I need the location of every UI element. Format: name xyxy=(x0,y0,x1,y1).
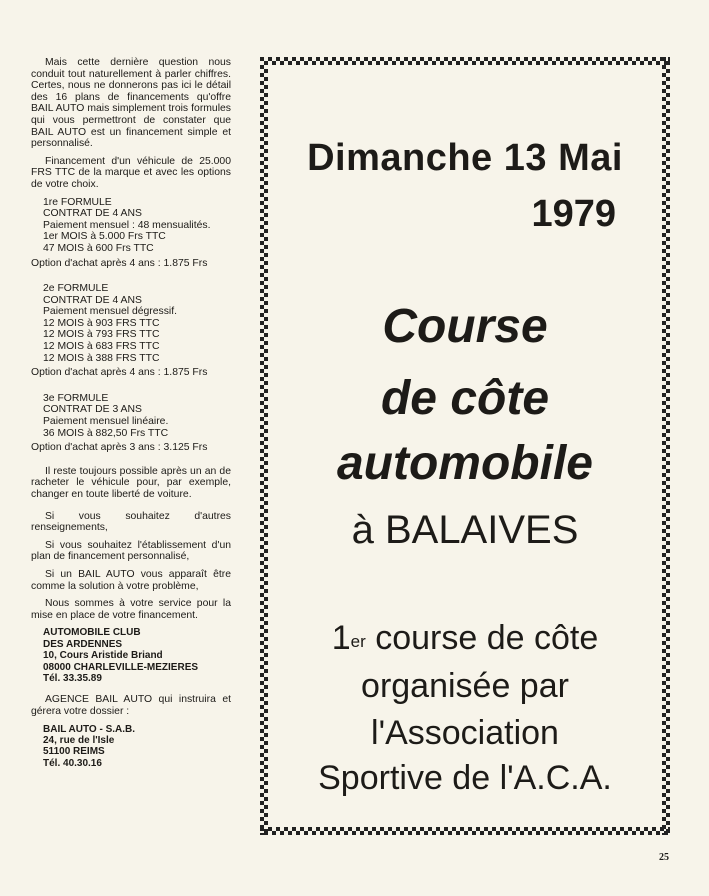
event-title-line-1: Course xyxy=(382,300,548,353)
formula-2-title: 2e FORMULE xyxy=(43,283,109,295)
formula-3 xyxy=(31,393,231,454)
formula-2-contract: CONTRAT DE 4 ANS xyxy=(43,294,142,306)
info-paragraph: Si vous souhaitez d'autres renseignements, xyxy=(31,510,231,534)
service-paragraph: Nous sommes à votre service pour la mise en place de votre financement. xyxy=(31,598,231,621)
formula-1-title: 1re FORMULE xyxy=(43,196,112,208)
left-text-column xyxy=(31,57,231,775)
event-date: Dimanche 13 Mai xyxy=(307,137,623,179)
formula-2-line-3: 12 MOIS à 683 FRS TTC xyxy=(43,341,160,353)
checkered-border-top xyxy=(260,57,670,65)
event-year: 1979 xyxy=(531,193,616,235)
event-location: à BALAIVES xyxy=(351,508,579,552)
remains-paragraph: Il reste toujours possible après un an de racheter le véhicule pour, par exemple, changer en toute liberté de voiture. xyxy=(31,465,231,500)
organizer-line-2: organisée par xyxy=(361,667,569,705)
aca-address-line-3: 10, Cours Aristide Briand xyxy=(43,650,163,662)
formula-1-contract: CONTRAT DE 4 ANS xyxy=(43,208,142,220)
plan-paragraph: Si vous souhaitez l'établissement d'un plan de financement personnalisé, xyxy=(31,539,231,563)
page-number: 25 xyxy=(659,852,669,863)
formula-1-payment: Paiement mensuel : 48 mensualités. xyxy=(43,219,211,231)
formula-2-line-4: 12 MOIS à 388 FRS TTC xyxy=(43,352,160,364)
aca-address-line-1: AUTOMOBILE CLUB xyxy=(43,627,141,639)
formula-2-payment: Paiement mensuel dégressif. xyxy=(43,306,177,318)
organizer-ordinal-suffix: er xyxy=(350,632,366,651)
aca-address-line-2: DES ARDENNES xyxy=(43,638,123,650)
formula-1-line-1: 1er MOIS à 5.000 Frs TTC xyxy=(43,231,166,243)
checkered-border-bottom xyxy=(260,827,670,835)
organizer-line-4: Sportive de l'A.C.A. xyxy=(318,759,612,797)
organizer-ordinal-number: 1 xyxy=(331,619,351,657)
formula-2-line-1: 12 MOIS à 903 FRS TTC xyxy=(43,317,160,329)
event-title-line-3: automobile xyxy=(336,437,593,490)
bail-auto-phone: Tél. 40.30.16 xyxy=(43,757,102,769)
bail-auto-address-line-1: BAIL AUTO - S.A.B. xyxy=(43,723,136,735)
aca-address-line-4: 08000 CHARLEVILLE-MEZIERES xyxy=(43,661,199,673)
formula-3-line-1: 36 MOIS à 882,50 Frs TTC xyxy=(43,427,169,439)
bail-auto-address xyxy=(31,724,231,770)
formula-3-contract: CONTRAT DE 3 ANS xyxy=(43,404,142,416)
formula-1 xyxy=(31,197,231,270)
organizer-line-1 xyxy=(260,617,670,659)
formula-3-payment: Paiement mensuel linéaire. xyxy=(43,416,169,428)
aca-phone: Tél. 33.35.89 xyxy=(43,672,102,684)
agency-paragraph: AGENCE BAIL AUTO qui instruira et gérera votre dossier : xyxy=(31,694,231,717)
formula-1-line-2: 47 MOIS à 600 Frs TTC xyxy=(43,242,154,254)
organizer-line-1-text: course de côte xyxy=(365,619,599,657)
formula-3-option: Option d'achat après 3 ans : 3.125 Frs xyxy=(31,442,208,454)
bail-auto-address-line-2: 24, rue de l'Isle xyxy=(43,734,115,746)
financing-paragraph: Financement d'un véhicule de 25.000 FRS TTC de la marque et avec les options de votre choix. xyxy=(31,155,231,190)
organizer-line-3: l'Association xyxy=(371,714,559,752)
aca-address xyxy=(31,627,231,684)
bail-auto-address-line-3: 51100 REIMS xyxy=(43,746,105,758)
event-title-line-2: de côte xyxy=(380,372,550,425)
formula-1-option: Option d'achat après 4 ans : 1.875 Frs xyxy=(31,257,208,269)
event-poster xyxy=(260,57,670,835)
intro-paragraph: Mais cette dernière question nous conduit tout naturellement à parler chiffres. Certes, nous ne donnerons pas ici le détail des 16 plans de financements qu'offre BAIL AUTO mais simplement trois formules qui vous permettront de constater que BAIL AUTO est un financement simple et personnalisé. xyxy=(31,57,231,150)
formula-2-option: Option d'achat après 4 ans : 1.875 Frs xyxy=(31,367,208,379)
formula-2-line-2: 12 MOIS à 793 FRS TTC xyxy=(43,329,160,341)
solution-paragraph: Si un BAIL AUTO vous apparaît être comme la solution à votre problème, xyxy=(31,568,231,592)
formula-2 xyxy=(31,283,231,379)
formula-3-title: 3e FORMULE xyxy=(43,392,109,404)
